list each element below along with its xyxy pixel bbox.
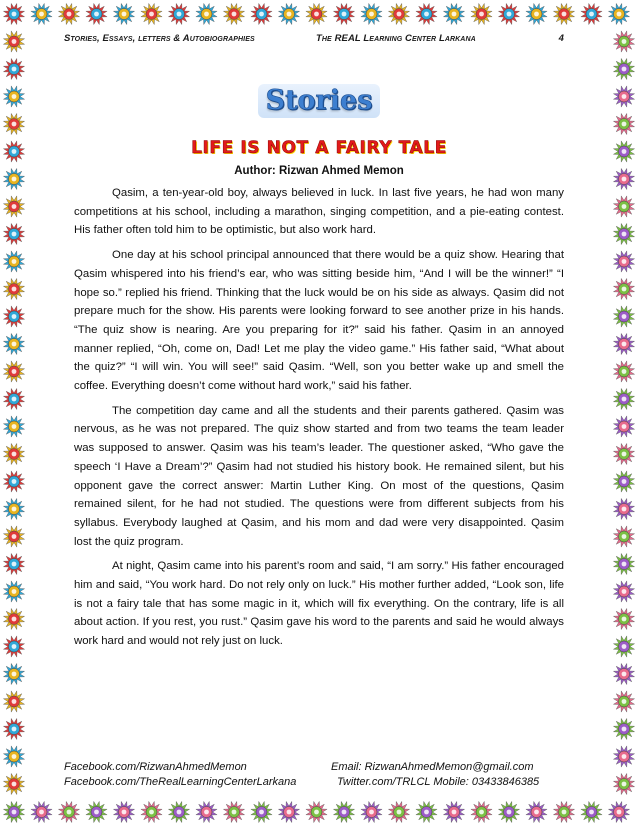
sunburst-icon <box>613 553 634 574</box>
sunburst-icon <box>613 168 634 189</box>
sunburst-icon <box>3 223 24 244</box>
sunburst-icon <box>31 801 52 822</box>
twitter-mobile-text[interactable]: Twitter.com/TRLCL Mobile: 03433846385 <box>337 776 540 788</box>
sunburst-icon <box>3 663 24 684</box>
sunburst-icon <box>613 608 634 629</box>
section-banner <box>64 84 574 118</box>
sunburst-icon <box>613 416 634 437</box>
sunburst-icon <box>613 361 634 382</box>
sunburst-icon <box>613 58 634 79</box>
sunburst-icon <box>3 553 24 574</box>
sunburst-icon <box>613 333 634 354</box>
sunburst-icon <box>613 636 634 657</box>
sunburst-icon <box>3 718 24 739</box>
sunburst-icon <box>3 86 24 107</box>
facebook-center-link[interactable]: Facebook.com/TheRealLearningCenterLarkana <box>64 776 297 788</box>
sunburst-icon <box>3 691 24 712</box>
sunburst-icon <box>608 3 629 24</box>
sunburst-icon <box>3 498 24 519</box>
sunburst-icon <box>613 498 634 519</box>
sunburst-icon <box>3 443 24 464</box>
sunburst-icon <box>608 801 629 822</box>
sunburst-icon <box>3 801 24 822</box>
sunburst-icon <box>3 361 24 382</box>
sunburst-icon <box>613 86 634 107</box>
sunburst-icon <box>613 526 634 547</box>
sunburst-icon <box>613 251 634 272</box>
sunburst-icon <box>613 471 634 492</box>
sunburst-icon <box>3 773 24 794</box>
sunburst-icon <box>3 113 24 134</box>
email-link[interactable]: Email: RizwanAhmedMemon@gmail.com <box>331 761 534 773</box>
sunburst-icon <box>3 416 24 437</box>
sunburst-icon <box>3 168 24 189</box>
sunburst-icon <box>613 388 634 409</box>
sunburst-icon <box>613 31 634 52</box>
sunburst-icon <box>581 3 602 24</box>
sunburst-icon <box>3 31 24 52</box>
sunburst-icon <box>613 196 634 217</box>
author-line: Author: Rizwan Ahmed Memon <box>234 165 404 177</box>
facebook-author-link[interactable]: Facebook.com/RizwanAhmedMemon <box>64 761 247 773</box>
section-title: Stories <box>258 84 381 118</box>
sunburst-icon <box>613 278 634 299</box>
header-center-text: The REAL Learning Center Larkana <box>316 33 476 44</box>
page-number: 4 <box>558 33 564 44</box>
sunburst-icon <box>613 691 634 712</box>
sunburst-icon <box>613 581 634 602</box>
sunburst-icon <box>613 306 634 327</box>
sunburst-icon <box>613 141 634 162</box>
paragraph: One day at his school principal announced that there would be a quiz show. Hearing that Qasim whispered into his friend’s ear, who was sitting beside him, “And I will be the winner!” “I hope so.” replied his friend. Thinking that the luck would be on his side as always. Qasim did not prepare much for the show. His parents were looking forward to see another prize in his hands. “The quiz show is nearing. Are you preparing for it?” said his father. Qasim in an annoyed manner replied, “Oh, come on, Dad! Let me play the video game.” His father said, “What about the quiz?” “I will win. You will see!” said Qasim. “Well, son you better wake up and smell the coffee. Everything doesn’t come without hard work,” said his father. <box>74 249 564 393</box>
sunburst-icon <box>3 306 24 327</box>
paragraph: Qasim, a ten-year-old boy, always believed in luck. In last five years, he had won many competitions at his school, including a marathon, singing competition, and a pie-eating contest. His father often told him to be optimistic, but also work hard. <box>74 187 564 237</box>
sunburst-icon <box>3 196 24 217</box>
sunburst-icon <box>613 773 634 794</box>
sunburst-icon <box>613 223 634 244</box>
sunburst-icon <box>3 581 24 602</box>
sunburst-icon <box>3 58 24 79</box>
story-body <box>74 184 564 657</box>
header-left-text: Stories, Essays, letters & Autobiographies <box>64 33 255 44</box>
page-content <box>64 0 574 826</box>
paragraph: At night, Qasim came into his parent’s room and said, “I am sorry.” His father encouraged him and said, “You work hard. Do not rely only on luck.” His mother further added, “Look son, life is not a fairy tale that has some magic in it, which will fix everything. On the contrary, life is all about action. If you rest, you rust.” Qasim gave his word to the parents and said he would always work hard and would not rely just on luck. <box>74 560 564 648</box>
sunburst-icon <box>3 251 24 272</box>
sunburst-icon <box>613 663 634 684</box>
sunburst-icon <box>613 443 634 464</box>
sunburst-icon <box>3 471 24 492</box>
sunburst-icon <box>613 746 634 767</box>
sunburst-icon <box>3 141 24 162</box>
sunburst-icon <box>3 278 24 299</box>
sunburst-icon <box>3 526 24 547</box>
sunburst-icon <box>613 113 634 134</box>
sunburst-icon <box>3 608 24 629</box>
sunburst-icon <box>613 718 634 739</box>
story-title: LIFE IS NOT A FAIRY TALE <box>191 138 447 158</box>
sunburst-icon <box>3 388 24 409</box>
sunburst-icon <box>3 746 24 767</box>
sunburst-icon <box>31 3 52 24</box>
paragraph: The competition day came and all the students and their parents gathered. Qasim was nervous, as he was not prepared. The quiz show started and from two teams the team leader was supposed to answer. Qasim was his team’s leader. The questioner asked, “Who gave the speech ‘I Have a Dream’?” Qasim had not studied his history book. He remained silent, but his opponent gave the correct answer: Martin Luther King. On most of the questions, Qasim remained silent, for he had not studied. The questions were from different subjects from his syllabus. Everybody laughed at Qasim, and his mom and dad were very disappointed. Qasim lost the quiz program. <box>74 404 564 548</box>
footer <box>64 760 574 790</box>
sunburst-icon <box>3 636 24 657</box>
sunburst-icon <box>3 333 24 354</box>
sunburst-icon <box>3 3 24 24</box>
sunburst-icon <box>581 801 602 822</box>
